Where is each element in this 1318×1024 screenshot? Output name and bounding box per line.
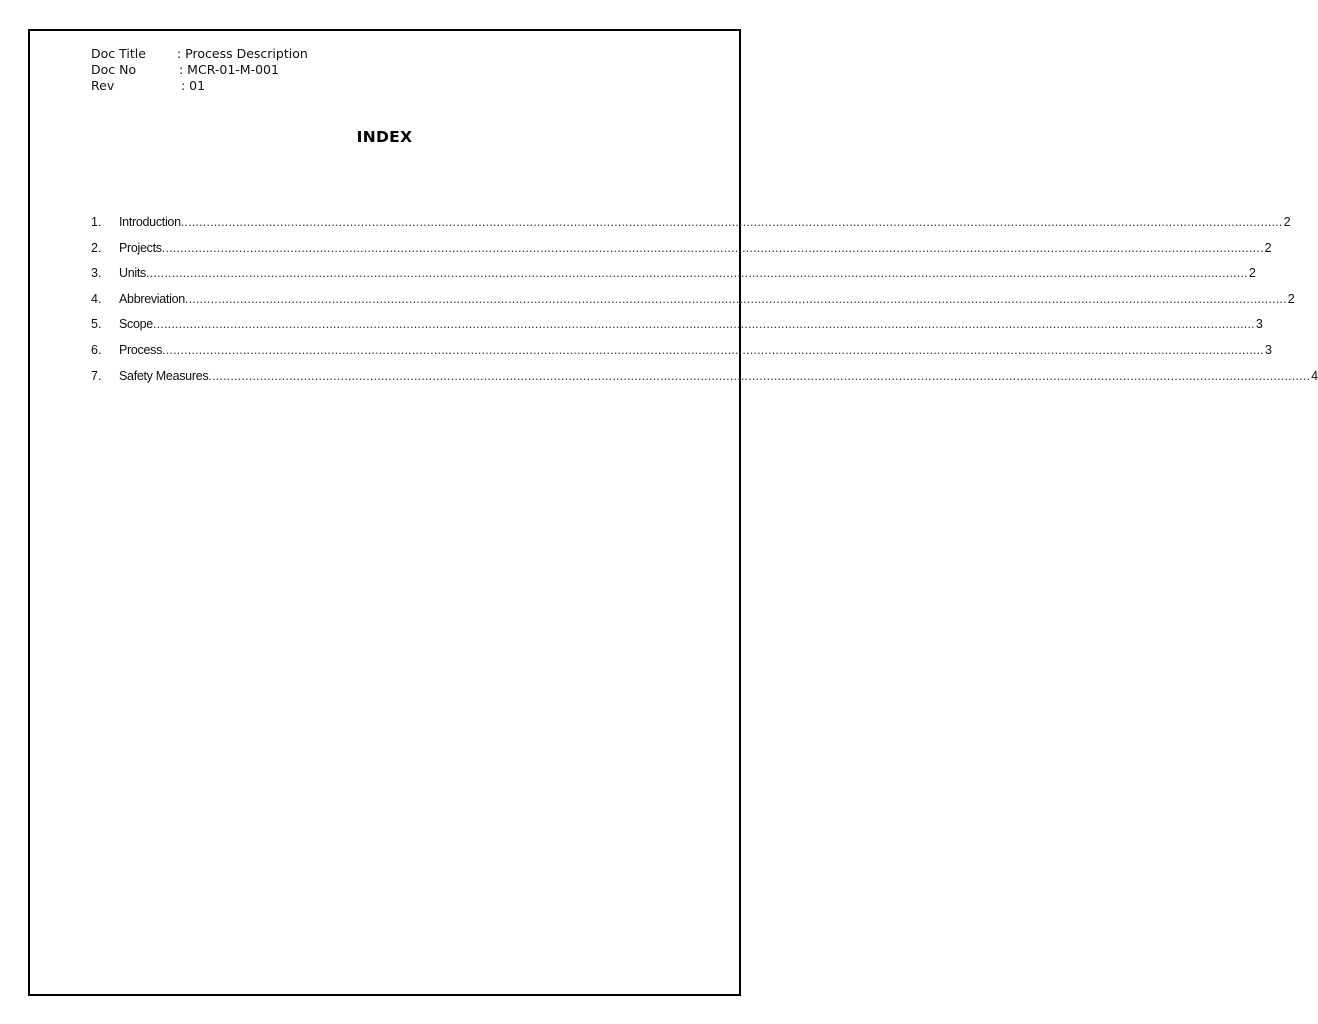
toc-entry[interactable]	[91, 342, 1272, 369]
toc-entry-number: 5.	[91, 317, 102, 332]
document-page	[28, 29, 1318, 996]
toc-dot-leader: ............................................................................................................................................................................................................................................................................................................	[152, 317, 1255, 332]
doc-title-label: Doc Title	[91, 46, 146, 61]
toc-dot-leader: ............................................................................................................................................................................................................................................................................................................	[208, 368, 1311, 383]
index-title: INDEX	[356, 128, 413, 146]
toc-entry-label: Projects	[119, 240, 162, 255]
toc-entry-label: Safety Measures	[119, 368, 209, 383]
toc-entry-label: Units	[119, 266, 146, 281]
doc-no-value: : MCR-01-M-001	[179, 62, 279, 77]
toc-entry[interactable]	[91, 317, 1263, 343]
toc-entry-page-number: 3	[1255, 317, 1263, 332]
toc-entry-label: Abbreviation	[119, 291, 185, 306]
toc-dot-leader: ............................................................................................................................................................................................................................................................................................................	[145, 266, 1248, 281]
toc-entry-number: 6.	[91, 342, 102, 357]
toc-entry-page-number: 2	[1264, 240, 1272, 255]
toc-entry-label: Process	[119, 342, 163, 357]
toc-entry-number: 1.	[91, 215, 102, 229]
toc-entry[interactable]	[91, 215, 1291, 241]
toc-entry-page-number: 4	[1311, 368, 1318, 383]
rev-label: Rev	[91, 78, 115, 93]
doc-no-label: Doc No	[91, 62, 137, 77]
toc-dot-leader: ............................................................................................................................................................................................................................................................................................................	[180, 215, 1283, 229]
toc-entry-number: 7.	[91, 368, 102, 383]
toc-dot-leader: ............................................................................................................................................................................................................................................................................................................	[184, 291, 1287, 306]
toc-entry-number: 2.	[91, 240, 102, 255]
toc-entry-page-number: 2	[1248, 266, 1256, 281]
toc-entry-page-number: 2	[1283, 215, 1291, 229]
rev-value: : 01	[181, 78, 206, 93]
toc-entry-label: Scope	[119, 317, 153, 332]
toc-entry[interactable]	[91, 240, 1272, 267]
toc-entry-label: Introduction	[119, 215, 181, 229]
toc-entry[interactable]	[91, 368, 1318, 395]
toc-entry-number: 3.	[91, 266, 102, 281]
toc-entry[interactable]	[91, 291, 1295, 318]
toc-entry-page-number: 2	[1287, 291, 1295, 306]
toc-entry-page-number: 3	[1264, 342, 1272, 357]
doc-title-value: : Process Description	[177, 46, 308, 61]
toc-dot-leader: ............................................................................................................................................................................................................................................................................................................	[161, 240, 1264, 255]
toc-entry-number: 4.	[91, 291, 102, 306]
toc-dot-leader: ............................................................................................................................................................................................................................................................................................................	[162, 342, 1264, 357]
toc-entry[interactable]	[91, 266, 1256, 292]
table-of-contents	[91, 215, 1318, 394]
